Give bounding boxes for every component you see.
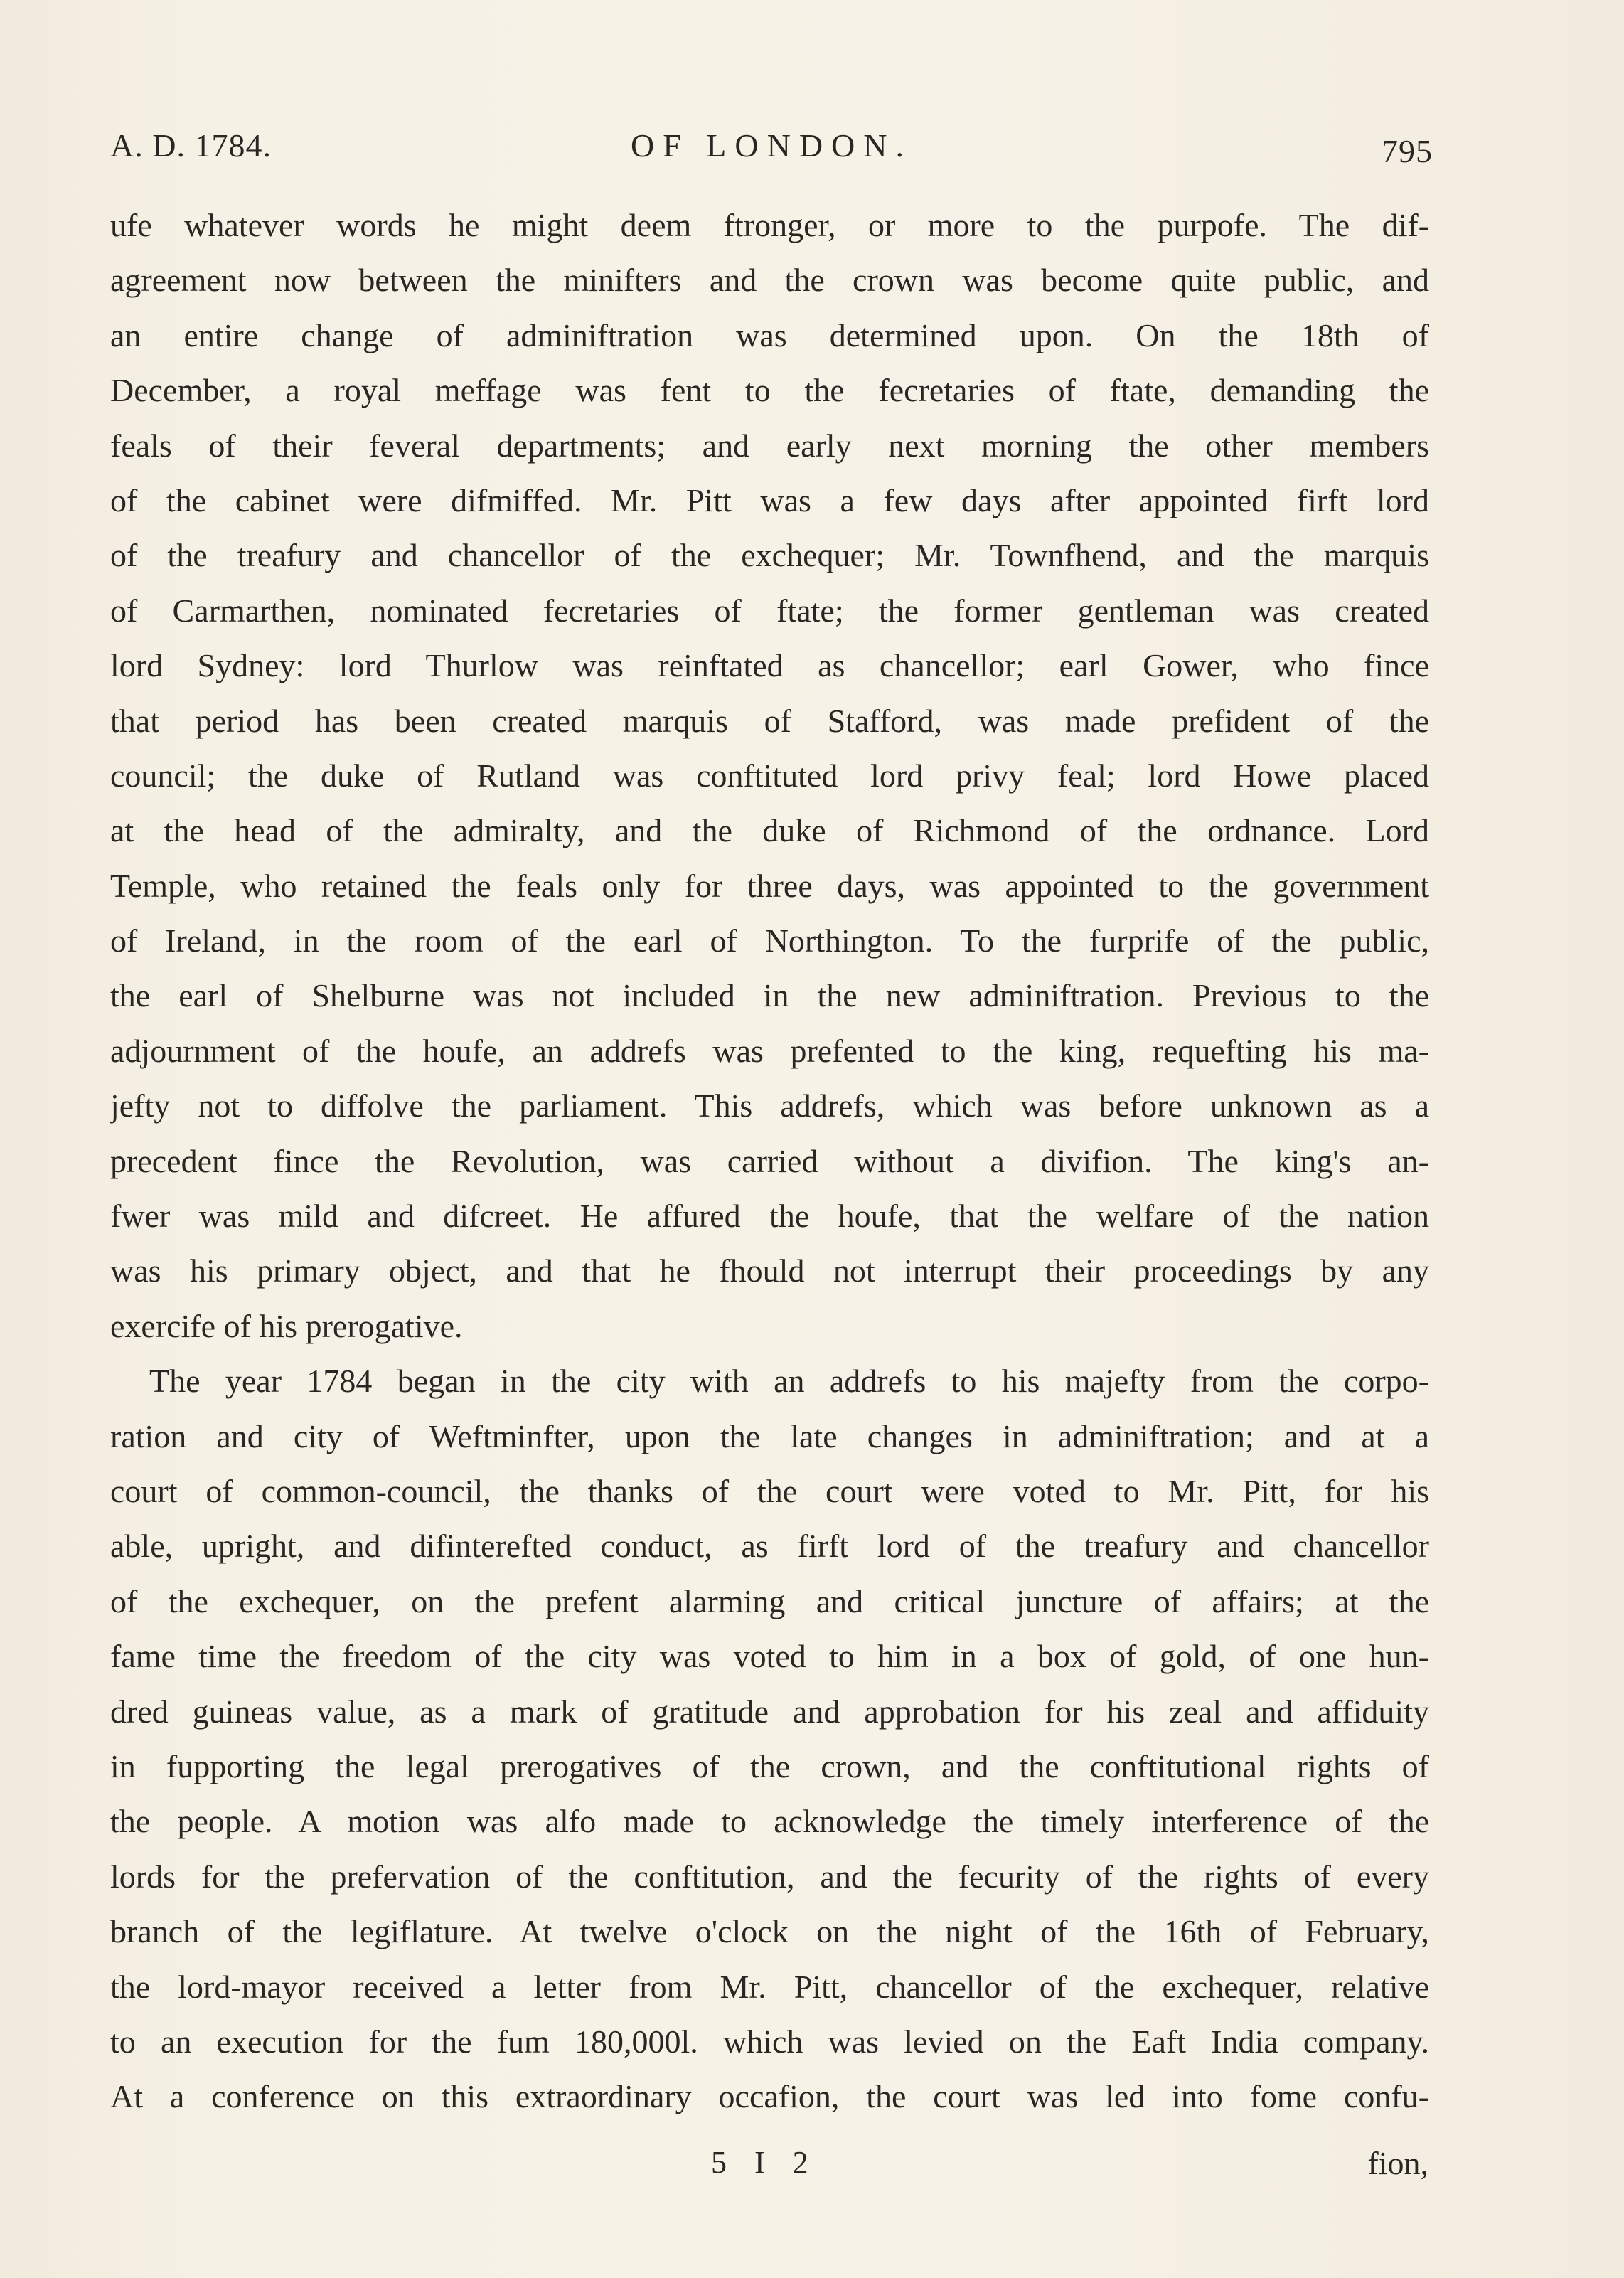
text-line: December, a royal meffage was fent to the fecretaries of ftate, demanding the [110,372,1429,409]
running-head [110,127,1433,176]
text-line: fwer was mild and difcreet. He affured the houfe, that the welfare of the nation [110,1198,1429,1235]
text-line: of Ireland, in the room of the earl of Northington. To the furprife of the public, [110,922,1429,959]
paragraph-end-line: exercife of his prerogative. [110,1307,463,1344]
text-line: of Carmarthen, nominated fecretaries of ftate; the former gentleman was created [110,592,1429,629]
text-line: the earl of Shelburne was not included in the new adminiftration. Previous to the [110,977,1429,1014]
text-line: At a conference on this extraordinary occafion, the court was led into fome confu- [110,2078,1429,2115]
running-head-year: A. D. 1784. [110,127,272,164]
running-head-title: OF LONDON. [631,127,912,164]
text-line: of the treafury and chancellor of the exchequer; Mr. Townfhend, and the marquis [110,537,1429,574]
text-line: at the head of the admiralty, and the duke of Richmond of the ordnance. Lord [110,812,1429,849]
text-line: fame time the freedom of the city was voted to him in a box of gold, of one hun- [110,1638,1429,1675]
text-line: lord Sydney: lord Thurlow was reinftated as chancellor; earl Gower, who fince [110,647,1429,684]
text-line: ufe whatever words he might deem ftronger, or more to the purpofe. The dif- [110,207,1429,243]
text-line: adjournment of the houfe, an addrefs was prefented to the king, requefting his ma- [110,1032,1429,1069]
signature-mark: 5 I 2 [711,2145,818,2180]
text-line: of the exchequer, on the prefent alarming and critical juncture of affairs; at the [110,1582,1429,1619]
text-line: court of common-council, the thanks of the court were voted to Mr. Pitt, for his [110,1472,1429,1509]
text-line: to an execution for the fum 180,000l. which was levied on the Eaft India company. [110,2023,1429,2060]
body-text [110,198,1429,2124]
text-line: was his primary object, and that he fhould not interrupt their proceedings by any [110,1252,1429,1289]
text-line: precedent fince the Revolution, was carried without a divifion. The king's an- [110,1142,1429,1179]
text-line: feals of their feveral departments; and early next morning the other members [110,427,1429,464]
text-line: that period has been created marquis of Stafford, was made prefident of the [110,702,1429,739]
text-line: agreement now between the minifters and the crown was become quite public, and [110,262,1429,299]
text-line: council; the duke of Rutland was conftituted lord privy feal; lord Howe placed [110,757,1429,794]
text-line: able, upright, and difinterefted conduct, as firft lord of the treafury and chancellor [110,1528,1429,1565]
text-line: dred guineas value, as a mark of gratitude and approbation for his zeal and affiduity [110,1693,1429,1730]
text-line: branch of the legiflature. At twelve o'clock on the night of the 16th of February, [110,1913,1429,1950]
text-line: of the cabinet were difmiffed. Mr. Pitt was a few days after appointed firft lord [110,481,1429,518]
text-line: an entire change of adminiftration was determined upon. On the 18th of [110,316,1429,353]
text-line: ration and city of Weftminfter, upon the late changes in adminiftration; and at a [110,1417,1429,1454]
text-line: the people. A motion was alfo made to acknowledge the timely interference of the [110,1803,1429,1840]
page-number: 795 [1382,133,1433,169]
text-line: jefty not to diffolve the parliament. This addrefs, which was before unknown as a [110,1087,1429,1124]
text-line: Temple, who retained the feals only for three days, was appointed to the government [110,867,1429,904]
text-line: in fupporting the legal prerogatives of the crown, and the conftitutional rights of [110,1747,1429,1784]
paragraph-start-line: The year 1784 began in the city with an addrefs to his majefty from the corpo- [149,1363,1429,1400]
text-line: lords for the prefervation of the conftitution, and the fecurity of the rights of every [110,1858,1429,1895]
catchword: fion, [1367,2145,1428,2181]
text-line: the lord-mayor received a letter from Mr. Pitt, chancellor of the exchequer, relative [110,1968,1429,2005]
